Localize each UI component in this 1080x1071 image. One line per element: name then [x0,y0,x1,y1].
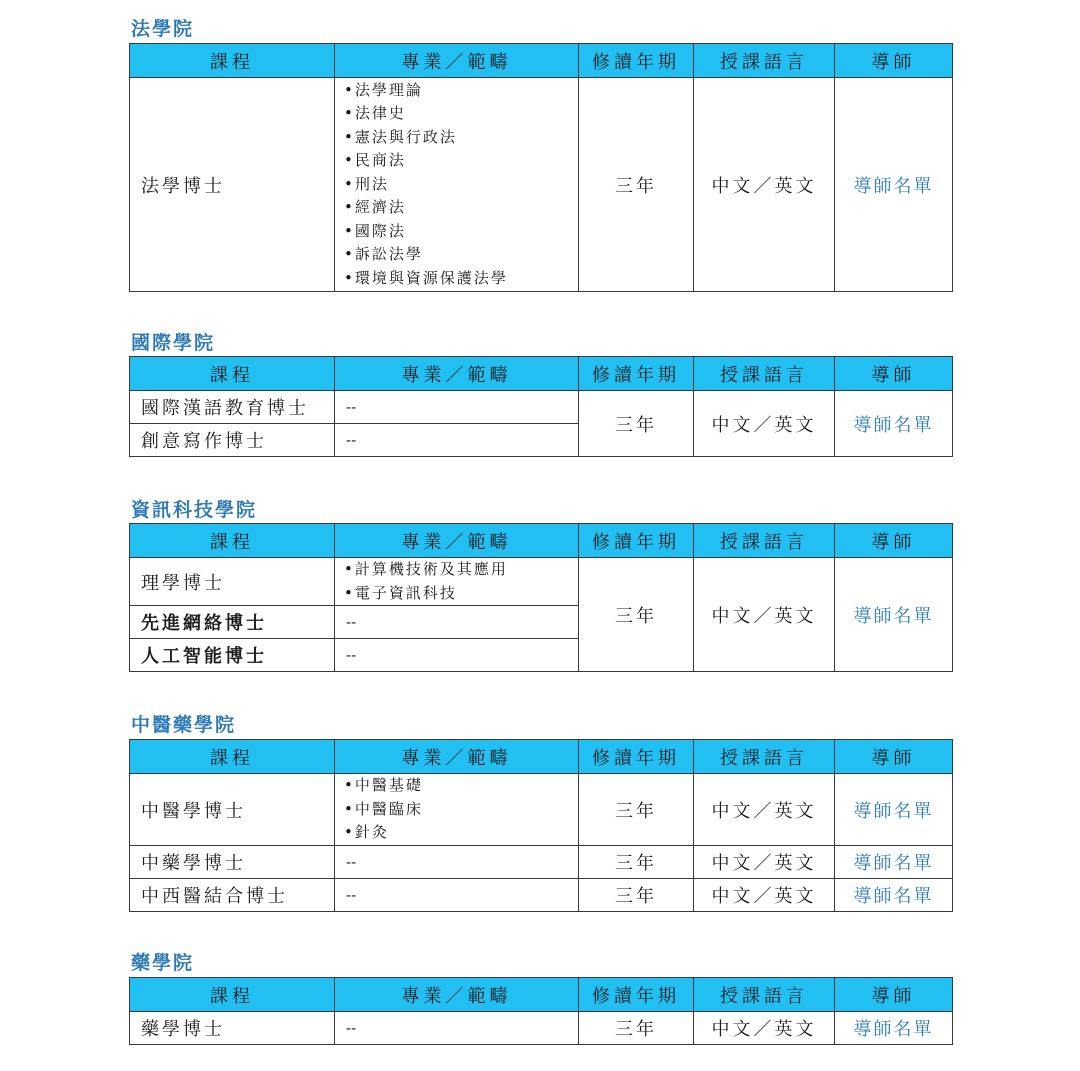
program-name: 創意寫作博士 [130,424,335,457]
tutor-list-link[interactable]: 導師名單 [835,846,953,879]
specialty-item: •針灸 [344,823,389,842]
language-cell: 中文／英文 [694,78,835,292]
tutor-list-link[interactable]: 導師名單 [835,1012,953,1045]
header-program: 課程 [130,740,335,774]
section-title-international: 國際學院 [131,332,216,354]
specialty-item: •憲法與行政法 [344,127,457,146]
section-title-it: 資訊科技學院 [131,499,258,521]
header-language: 授課語言 [694,978,835,1012]
specialty-cell: -- [335,424,579,457]
specialty-cell: -- [335,606,579,639]
duration-cell: 三年 [579,846,694,879]
language-cell: 中文／英文 [694,558,835,672]
tutor-list-link[interactable]: 導師名單 [835,391,953,457]
specialty-cell: -- [335,879,579,912]
tutor-list-link[interactable]: 導師名單 [835,78,953,292]
section-title-tcm: 中醫藥學院 [131,714,237,736]
language-cell: 中文／英文 [694,391,835,457]
header-tutor: 導師 [835,740,953,774]
program-name: 法學博士 [130,78,335,292]
header-language: 授課語言 [694,524,835,558]
specialty-item: •民商法 [344,151,406,170]
header-language: 授課語言 [694,357,835,391]
header-tutor: 導師 [835,357,953,391]
program-table-it [129,523,953,672]
header-program: 課程 [130,44,335,78]
header-specialty: 專業／範疇 [335,44,579,78]
program-name: 中藥學博士 [130,846,335,879]
specialty-item: •中醫臨床 [344,799,423,818]
specialty-list [335,78,579,292]
header-language: 授課語言 [694,740,835,774]
header-program: 課程 [130,524,335,558]
header-specialty: 專業／範疇 [335,524,579,558]
header-duration: 修讀年期 [579,978,694,1012]
duration-cell: 三年 [579,879,694,912]
header-specialty: 專業／範疇 [335,357,579,391]
specialty-item: •訴訟法學 [344,245,423,264]
duration-cell: 三年 [579,1012,694,1045]
specialty-list [335,774,579,846]
language-cell: 中文／英文 [694,879,835,912]
header-duration: 修讀年期 [579,740,694,774]
language-cell: 中文／英文 [694,846,835,879]
header-program: 課程 [130,357,335,391]
duration-cell: 三年 [579,78,694,292]
tutor-list-link[interactable]: 導師名單 [835,879,953,912]
program-table-law [129,43,953,292]
duration-cell: 三年 [579,774,694,846]
program-table-pharmacy [129,977,953,1045]
header-program: 課程 [130,978,335,1012]
specialty-item: •環境與資源保護法學 [344,268,508,287]
program-table-international [129,356,953,457]
duration-cell: 三年 [579,391,694,457]
specialty-cell: -- [335,846,579,879]
program-name: 人工智能博士 [130,639,335,672]
header-tutor: 導師 [835,524,953,558]
specialty-cell: -- [335,1012,579,1045]
program-name: 先進網絡博士 [130,606,335,639]
specialty-item: •法學理論 [344,80,423,99]
specialty-cell: -- [335,391,579,424]
specialty-item: •電子資訊科技 [344,583,457,602]
specialty-item: •法律史 [344,104,406,123]
program-name: 藥學博士 [130,1012,335,1045]
specialty-item: •中醫基礎 [344,776,423,795]
specialty-cell: -- [335,639,579,672]
header-duration: 修讀年期 [579,44,694,78]
tutor-list-link[interactable]: 導師名單 [835,774,953,846]
specialty-list [335,558,579,606]
section-title-pharmacy: 藥學院 [131,952,195,974]
program-table-tcm [129,739,953,912]
program-name: 國際漢語教育博士 [130,391,335,424]
duration-cell: 三年 [579,558,694,672]
specialty-item: •國際法 [344,221,406,240]
header-language: 授課語言 [694,44,835,78]
specialty-item: •刑法 [344,174,389,193]
specialty-item: •計算機技術及其應用 [344,560,508,578]
header-specialty: 專業／範疇 [335,740,579,774]
language-cell: 中文／英文 [694,774,835,846]
language-cell: 中文／英文 [694,1012,835,1045]
tutor-list-link[interactable]: 導師名單 [835,558,953,672]
header-specialty: 專業／範疇 [335,978,579,1012]
header-duration: 修讀年期 [579,524,694,558]
header-tutor: 導師 [835,978,953,1012]
section-title-law: 法學院 [131,18,195,40]
program-name: 中西醫結合博士 [130,879,335,912]
program-name: 理學博士 [130,558,335,606]
header-tutor: 導師 [835,44,953,78]
header-duration: 修讀年期 [579,357,694,391]
specialty-item: •經濟法 [344,198,406,217]
program-name: 中醫學博士 [130,774,335,846]
